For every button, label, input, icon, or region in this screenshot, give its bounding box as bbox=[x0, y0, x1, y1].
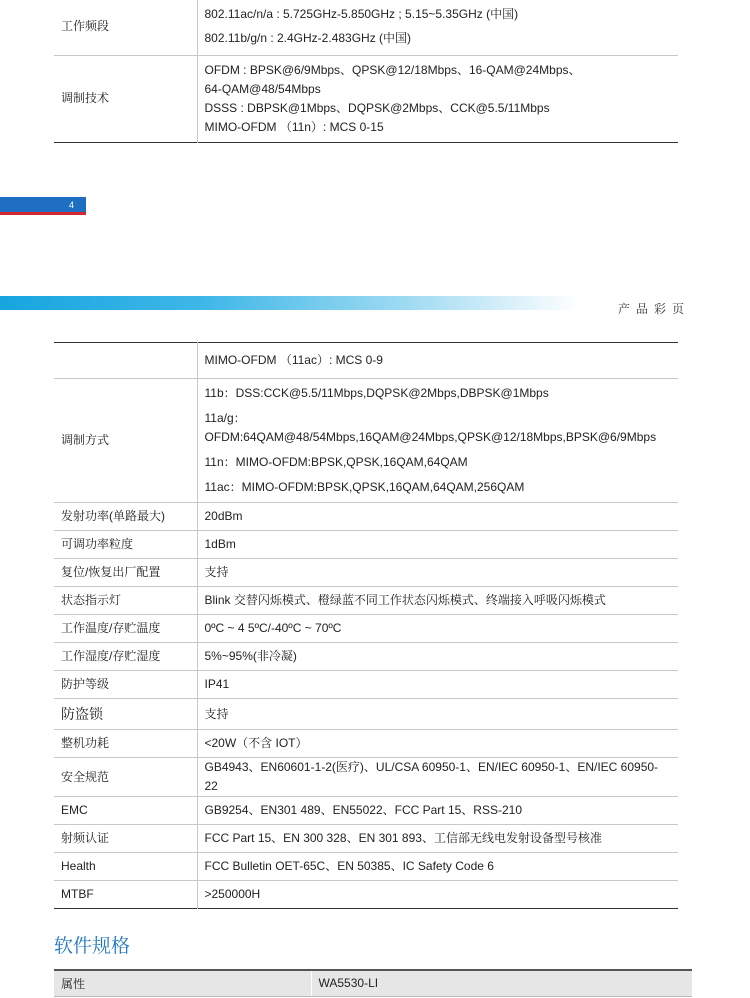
spec-value: GB4943、EN60601-1-2(医疗)、UL/CSA 60950-1、EN/IEC 60950-1、EN/IEC 60950-22 bbox=[204, 760, 659, 793]
table-row bbox=[54, 881, 678, 909]
spec-key: 工作湿度/存贮湿度 bbox=[54, 643, 197, 671]
table-row bbox=[54, 55, 678, 142]
spec-key: EMC bbox=[54, 797, 197, 825]
spec-key: 可调功率粒度 bbox=[54, 531, 197, 559]
table-row bbox=[54, 343, 678, 379]
table-row bbox=[54, 587, 678, 615]
spec-key bbox=[54, 343, 197, 379]
spec-key: 防盗锁 bbox=[54, 699, 197, 730]
page-header-title: 产品彩页 bbox=[617, 302, 690, 316]
spec-value: OFDM : BPSK@6/9Mbps、QPSK@12/18Mbps、16-QAM@24Mbps、 64-QAM@48/54Mbps DSSS : DBPSK@1Mbps、DQPSK@2Mbps、CCK@5.5/11Mbps MIMO-OFDM （11n）: MCS 0-15 bbox=[204, 62, 581, 134]
spec-key: 防护等级 bbox=[54, 671, 197, 699]
column-header-model: WA5530-LI bbox=[311, 970, 692, 996]
spec-value: GB9254、EN301 489、EN55022、FCC Part 15、RSS-210 bbox=[204, 803, 522, 817]
spec-key: 状态指示灯 bbox=[54, 587, 197, 615]
spec-value: 5%~95%(非冷凝) bbox=[204, 649, 297, 663]
spec-value: 11b：DSS:CCK@5.5/11Mbps,DQPSK@2Mbps,DBPSK@1Mbps 11a/g： OFDM:64QAM@48/54Mbps,16QAM@24Mbps,QPSK@12/18Mbps,BPSK@6/9Mbps 11n：MIMO-OFDM:BPSK,QPSK,16QAM,64QAM 11ac：MIMO-OFDM:BPSK,QPSK,16QAM,64QAM,256QAM bbox=[204, 386, 657, 494]
table-row bbox=[54, 531, 678, 559]
table-row bbox=[54, 825, 678, 853]
table-row bbox=[54, 699, 678, 730]
table-row bbox=[54, 615, 678, 643]
spec-value: <20W（不含 IOT） bbox=[204, 736, 308, 750]
spec-key: 安全规范 bbox=[54, 758, 197, 797]
table-header-row bbox=[54, 970, 692, 996]
section-title-software: 软件规格 bbox=[54, 936, 131, 957]
spec-value: IP41 bbox=[204, 677, 230, 691]
header-gradient-bar bbox=[0, 296, 580, 310]
spec-key: 工作温度/存贮温度 bbox=[54, 615, 197, 643]
spec-key: 调制方式 bbox=[54, 379, 197, 503]
page-number: 4 bbox=[0, 197, 86, 215]
spec-value: Blink 交替闪烁模式、橙绿蓝不同工作状态闪烁模式、终端接入呼吸闪烁模式 bbox=[204, 593, 606, 607]
table-row bbox=[54, 671, 678, 699]
table-row bbox=[54, 643, 678, 671]
column-header-attribute: 属性 bbox=[54, 970, 311, 996]
spec-value: 支持 bbox=[204, 706, 229, 721]
spec-key: MTBF bbox=[54, 881, 197, 909]
spec-value: 0ºC ~ 4 5ºC/-40ºC ~ 70ºC bbox=[204, 621, 342, 635]
spec-value: >250000H bbox=[204, 887, 261, 901]
spec-value: FCC Part 15、EN 300 328、EN 301 893、工信部无线电发射设备型号核准 bbox=[204, 831, 602, 845]
spec-key: 射频认证 bbox=[54, 825, 197, 853]
table-row bbox=[54, 758, 678, 797]
spec-value: 支持 bbox=[204, 565, 229, 579]
spec-value: 1dBm bbox=[204, 537, 236, 551]
spec-table-continued bbox=[54, 0, 678, 143]
table-row bbox=[54, 730, 678, 758]
spec-key: 整机功耗 bbox=[54, 730, 197, 758]
table-row bbox=[54, 379, 678, 503]
spec-value: 20dBm bbox=[204, 509, 243, 523]
spec-key: 复位/恢复出厂配置 bbox=[54, 559, 197, 587]
spec-key: 工作频段 bbox=[54, 0, 197, 55]
spec-key: 调制技术 bbox=[54, 55, 197, 142]
table-row bbox=[54, 559, 678, 587]
spec-table bbox=[54, 342, 678, 909]
table-row bbox=[54, 0, 678, 55]
table-row bbox=[54, 797, 678, 825]
software-spec-table bbox=[54, 969, 692, 997]
spec-value: 802.11ac/n/a : 5.725GHz-5.850GHz ; 5.15~5.35GHz (中国) 802.11b/g/n : 2.4GHz-2.483GHz (中国) bbox=[204, 7, 519, 46]
spec-value: MIMO-OFDM （11ac）: MCS 0-9 bbox=[204, 353, 383, 367]
spec-key: 发射功率(单路最大) bbox=[54, 503, 197, 531]
spec-key: Health bbox=[54, 853, 197, 881]
table-row bbox=[54, 853, 678, 881]
table-row bbox=[54, 503, 678, 531]
spec-value: FCC Bulletin OET-65C、EN 50385、IC Safety Code 6 bbox=[204, 859, 494, 873]
